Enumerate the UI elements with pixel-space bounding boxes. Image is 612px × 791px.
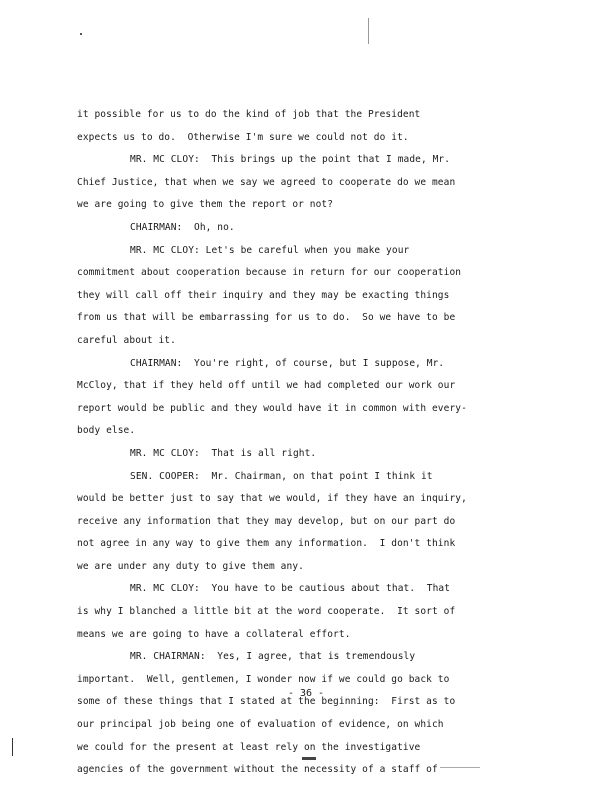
transcript-line: MR. CHAIRMAN: Yes, I agree, that is tremendously: [130, 651, 416, 663]
transcript-line: MR. MC CLOY: You have to be cautious about that. That: [130, 583, 451, 595]
transcript-line: our principal job being one of evaluation of evidence, on which: [77, 719, 444, 731]
transcript-line: McCloy, that if they held off until we had completed our work our: [77, 380, 456, 392]
transcript-line: Chief Justice, that when we say we agreed to cooperate do we mean: [77, 176, 456, 188]
transcript-line: careful about it.: [77, 334, 176, 346]
transcript-line: CHAIRMAN: Oh, no.: [130, 221, 235, 233]
transcript-line: it possible for us to do the kind of job that the President: [77, 109, 421, 120]
scan-mark-left-margin: [12, 738, 13, 756]
transcript-line: agencies of the government without the necessity of a staff of: [77, 764, 438, 776]
transcript-line: MR. MC CLOY: Let's be careful when you make your: [130, 244, 410, 256]
transcript-line: we are under any duty to give them any.: [77, 560, 304, 572]
transcript-line: body else.: [77, 425, 136, 437]
transcript-line: important. Well, gentlemen, I wonder now if we could go back to: [77, 673, 450, 685]
scan-mark-top-right: [368, 18, 369, 44]
transcript-line: report would be public and they would have it in common with every-: [77, 402, 467, 414]
transcript-line: some of these things that I stated at the beginning: First as to: [77, 696, 456, 708]
transcript-line: from us that will be embarrassing for us to do. So we have to be: [77, 312, 456, 324]
transcript-line: they will call off their inquiry and they may be exacting things: [77, 289, 450, 301]
transcript-line: means we are going to have a collateral effort.: [77, 628, 351, 640]
transcript-line: SEN. COOPER: Mr. Chairman, on that point I think it: [130, 470, 433, 482]
page-number: - 36 -: [287, 688, 325, 699]
transcript-body: [77, 104, 567, 782]
transcript-line: not agree in any way to give them any information. I don't think: [77, 538, 456, 550]
transcript-line: receive any information that they may develop, but on our part do: [77, 515, 456, 527]
transcript-line: commitment about cooperation because in return for our cooperation: [77, 267, 462, 279]
transcript-line: expects us to do. Otherwise I'm sure we could not do it.: [77, 131, 409, 143]
scan-speck-top-left: [80, 33, 82, 35]
transcript-line: MR. MC CLOY: That is all right.: [130, 447, 317, 459]
transcript-line: CHAIRMAN: You're right, of course, but I suppose, Mr.: [130, 357, 445, 369]
transcript-line: we are going to give them the report or not?: [77, 199, 334, 211]
transcript-line: we could for the present at least rely on the investigative: [77, 741, 421, 753]
transcript-line: is why I blanched a little bit at the word cooperate. It sort of: [77, 606, 456, 618]
transcript-line: would be better just to say that we would, if they have an inquiry,: [77, 493, 467, 505]
transcript-line: MR. MC CLOY: This brings up the point that I made, Mr.: [130, 154, 451, 166]
